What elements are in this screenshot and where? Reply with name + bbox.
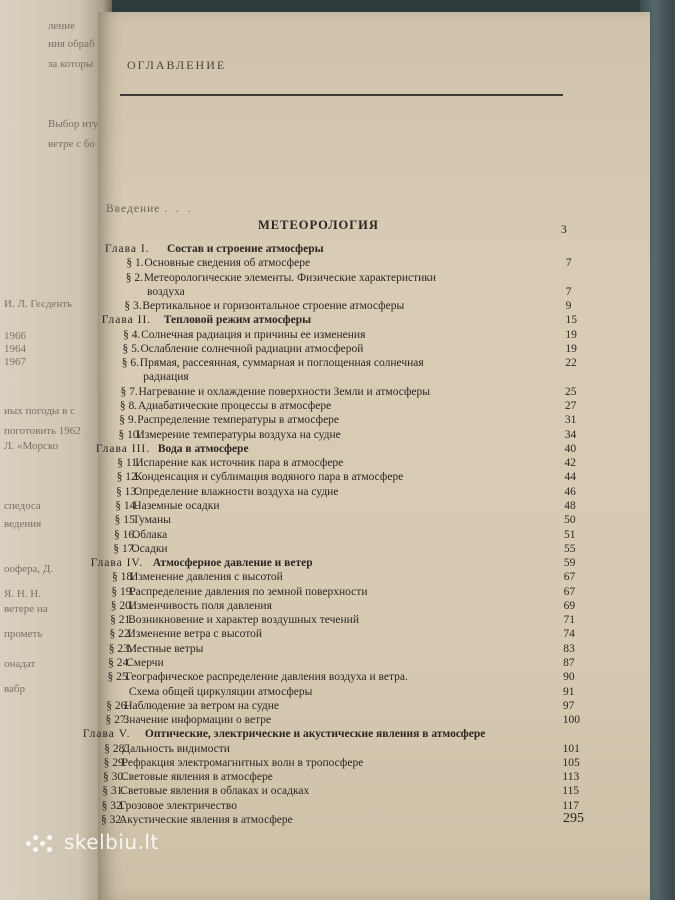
watermark xyxy=(26,830,159,855)
toc-entry-page: 42 xyxy=(564,457,577,470)
left-page-fragment: ление xyxy=(48,20,76,32)
toc-entry-page: 7 xyxy=(565,257,572,270)
left-page-fragment: спедоса xyxy=(4,500,41,512)
toc-entry-page: 50 xyxy=(564,514,576,527)
toc-entry-page: 9 xyxy=(565,300,572,313)
toc-entry-page: 48 xyxy=(564,499,576,512)
toc-entry-title: Схема общей циркуляции атмосферы xyxy=(128,685,313,698)
toc-entry-page: 22 xyxy=(565,357,577,370)
toc-entry-page: 113 xyxy=(562,771,580,784)
toc-entry-number: § 32. xyxy=(101,814,124,826)
toc-entry-number: § 13. xyxy=(115,485,139,498)
left-page-fragment: И. Л. Гесденть xyxy=(4,298,73,310)
toc-entry-title: Наблюдение за ветром на судне xyxy=(124,699,279,712)
toc-entry-number: § 7. xyxy=(120,385,138,398)
toc-entry-page: 40 xyxy=(564,442,577,455)
toc-entry-page: 100 xyxy=(562,714,581,727)
toc-entry-number: § 12. xyxy=(116,471,140,484)
toc-entry-page: 74 xyxy=(563,628,575,641)
toc-entry-page: 90 xyxy=(563,671,575,684)
toc-entry-number: § 28. xyxy=(104,742,128,755)
toc-entry-title: Атмосферное давление и ветер xyxy=(152,557,313,570)
toc-entry-number: § 19. xyxy=(111,585,135,598)
toc-entry-title: Испарение как источник пара в атмосфере xyxy=(135,457,344,470)
toc-entry-number: § 22. xyxy=(109,628,133,641)
toc-entry-page: 67 xyxy=(563,585,576,598)
toc-entry-title: Ослабление солнечной радиации атмосферой xyxy=(140,342,364,355)
left-page-fragment: Л. «Морско xyxy=(4,440,59,452)
toc-entry-title: Вода в атмосфере xyxy=(157,442,249,455)
toc-entry-page: 25 xyxy=(565,385,577,398)
toc-entry-number: § 16. xyxy=(114,528,137,541)
toc-entry-page: 69 xyxy=(563,599,576,612)
toc-entry-page: 83 xyxy=(563,642,575,655)
toc-entry-title: Смерчи xyxy=(126,656,164,669)
toc-entry-page: 15 xyxy=(565,314,577,327)
toc-entry-page: 105 xyxy=(562,756,580,769)
toc-entry-number: § 17. xyxy=(113,542,137,555)
toc-entry-page: 44 xyxy=(564,471,576,484)
toc-entry-title: Облака xyxy=(132,528,168,541)
page-header: ОГЛАВЛЕНИЕ xyxy=(127,58,227,72)
toc-entry-title: Акустические явления в атмосфере xyxy=(119,814,293,826)
toc-entry-title: Конденсация и сублимация водяного пара в атмосфере xyxy=(134,471,404,484)
toc-entry-title: радиация xyxy=(143,371,189,384)
toc-entry-page: 117 xyxy=(562,799,580,812)
page-number: 295 xyxy=(563,811,584,826)
toc-entry-number: § 25. xyxy=(107,671,131,684)
toc-entry-number: Глава V. xyxy=(82,728,131,741)
toc-entry-page: 27 xyxy=(564,400,577,413)
toc-entry-page: 71 xyxy=(563,614,575,627)
toc-entry-page: 87 xyxy=(563,656,575,669)
toc-entry-title: Солнечная радиация и причины ее изменения xyxy=(141,328,366,341)
section-title: МЕТЕОРОЛОГИЯ xyxy=(258,218,379,232)
toc-entry-number: § 11. xyxy=(117,457,140,470)
header-rule xyxy=(120,94,563,96)
toc-entry-number: § 18. xyxy=(112,571,136,584)
toc-entry-page: 34 xyxy=(564,428,577,441)
toc-entry-number: § 24. xyxy=(108,656,132,669)
toc-entry-title: Основные сведения об атмосфере xyxy=(144,257,311,270)
left-page-fragment: Выбор нту xyxy=(48,118,99,130)
left-page-fragment: иых погоды в с xyxy=(4,405,75,417)
intro-label: Введение xyxy=(106,203,161,215)
toc-entry-title: Возникновение и характер воздушных течений xyxy=(128,614,359,627)
toc-entry-title: Световые явления в атмосфере xyxy=(120,771,273,784)
toc-entry-title: Изменение ветра с высотой xyxy=(127,628,263,641)
left-page-fragment: ведения xyxy=(4,518,42,530)
toc-entry-number: § 20. xyxy=(110,599,134,612)
left-page-fragment: ветере на xyxy=(4,603,48,615)
left-page-fragment: прометь xyxy=(4,628,43,640)
toc-entry-title: Распределение давления по земной поверхности xyxy=(129,585,368,598)
toc-entry-page: 19 xyxy=(565,342,577,355)
toc-entry-page: 67 xyxy=(563,571,576,584)
toc-entry-number: § 9. xyxy=(119,414,137,427)
toc-entry-title: Осадки xyxy=(131,542,168,555)
toc-entry-page: 19 xyxy=(565,328,577,341)
toc-entry-number: § 1. xyxy=(126,257,144,270)
toc-entry-title: Тепловой режим атмосферы xyxy=(163,314,312,327)
toc-entry-title: Изменчивость поля давления xyxy=(128,599,272,612)
toc-entry-page: 101 xyxy=(562,742,580,755)
toc-entry-title: Прямая, рассеянная, суммарная и поглощенная солнечная xyxy=(139,357,424,370)
toc-entry-number: § 5. xyxy=(122,342,140,355)
toc-entry-number: § 2. xyxy=(125,271,143,284)
left-page-fragment: онадат xyxy=(4,658,36,670)
watermark-logo-icon xyxy=(26,833,58,855)
toc-entry-number: Глава II. xyxy=(101,314,152,327)
toc-entry-number: § 32. xyxy=(101,799,125,812)
toc-entry-title: Грозовое электричество xyxy=(119,799,237,812)
toc-entry-page: 115 xyxy=(562,785,580,798)
toc-entry-number: Глава IV. xyxy=(90,557,144,570)
left-page-fragment: ния обраб xyxy=(48,38,95,50)
toc-entry-title: Состав и строение атмосферы xyxy=(167,243,324,255)
toc-entry-title: Изменение давления с высотой xyxy=(130,571,283,584)
toc-entry-page: 55 xyxy=(563,542,576,555)
toc-entry-title: Значение информации о ветре xyxy=(123,714,272,727)
toc-entry-title: Вертикальное и горизонтальное строение атмосферы xyxy=(142,300,405,313)
toc-entry-title: Нагревание и охлаждение поверхности Земли и атмосферы xyxy=(138,385,431,398)
left-page-fragment: Я. Н. Н. xyxy=(4,588,41,600)
toc-entry-page: 31 xyxy=(564,414,577,427)
toc-entry-title: Оптические, электрические и акустические явления в атмосфере xyxy=(144,728,486,741)
toc-entry-number: § 14. xyxy=(115,499,139,512)
toc-entry-number: § 10. xyxy=(118,428,142,441)
left-page-fragment: 1964 xyxy=(4,343,26,355)
toc-entry-title: Туманы xyxy=(132,514,171,527)
toc-entry-number: § 4. xyxy=(123,328,141,341)
toc-entry-title: Дальность видимости xyxy=(122,742,230,755)
toc-entry-number: § 23. xyxy=(108,642,132,655)
toc-entry-title: воздуха xyxy=(147,285,185,298)
toc-entry-page: 97 xyxy=(562,699,575,712)
toc-entry-title: Измерение температуры воздуха на судне xyxy=(136,428,341,441)
toc-entry-title: Световые явления в облаках и осадках xyxy=(120,785,310,798)
left-page-fragment: 1966 xyxy=(4,330,26,342)
toc-entry-number: § 29. xyxy=(103,756,127,769)
toc-entry-number: § 3. xyxy=(124,300,142,313)
toc-entry-number: § 21. xyxy=(110,614,134,627)
toc-entry-title: Распределение температуры в атмосфере xyxy=(137,414,340,427)
intro-page: 3 xyxy=(561,224,567,236)
left-page-fragment: 1967 xyxy=(4,356,26,368)
left-page-fragment: поготовить 1962 xyxy=(4,425,81,437)
toc-entry-number: § 8. xyxy=(119,400,138,413)
toc-entry-number: § 30. xyxy=(102,771,126,784)
left-page-fragment: за которы xyxy=(48,58,94,70)
toc-entry-title: Адиабатические процессы в атмосфере xyxy=(137,400,332,413)
toc-entry-number: Глава III. xyxy=(95,442,151,455)
toc-entry-title: Метеорологические элементы. Физические характеристики xyxy=(143,271,437,284)
toc-entry-page: 7 xyxy=(565,285,572,298)
left-page-fragment: оофера, Д. xyxy=(4,563,54,575)
toc-entry-number: § 15. xyxy=(114,514,138,527)
toc-entry-page: 46 xyxy=(564,485,576,498)
left-page-fragment: ветре с бо xyxy=(48,138,95,150)
toc-entry-number: § 31. xyxy=(102,785,126,798)
toc-entry-page: 51 xyxy=(564,528,576,541)
toc-entry-number: § 27. xyxy=(105,714,129,727)
toc-entry-page: 91 xyxy=(562,685,575,698)
toc-entry-number: Глава I. xyxy=(105,243,150,255)
toc-entry-number: § 26. xyxy=(106,699,130,712)
left-page-fragment: вабр xyxy=(4,683,26,695)
toc-entry-title: Местные ветры xyxy=(126,642,204,655)
intro-entry: Введение . . . xyxy=(106,203,194,215)
toc-entry-number: § 6. xyxy=(121,357,140,370)
toc-entry-title: Географическое распределение давления воздуха и ветра. xyxy=(125,671,408,684)
toc-entry-title: Рефракция электромагнитных волн в тропосфере xyxy=(121,756,364,769)
toc-entry-title: Наземные осадки xyxy=(133,499,220,512)
toc-entry-title: Определение влажности воздуха на судне xyxy=(133,485,339,498)
watermark-text: skelbiu.lt xyxy=(64,830,159,854)
toc-entry-page: 59 xyxy=(563,557,576,570)
